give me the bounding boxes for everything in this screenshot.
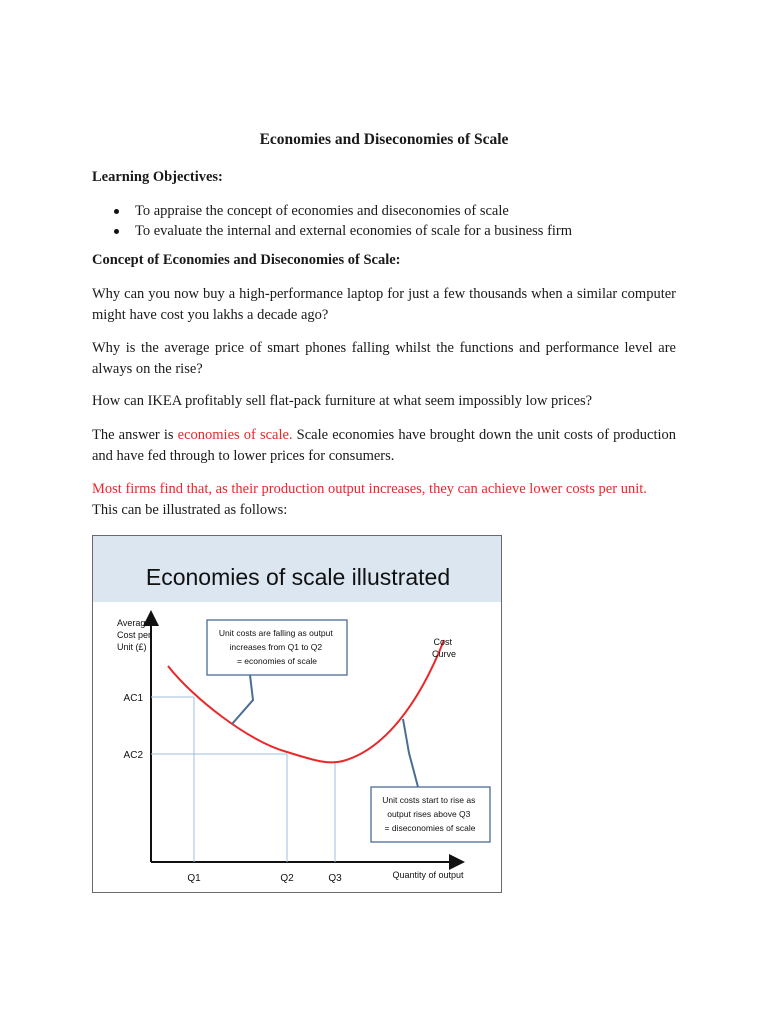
y-axis-label: Average Cost per Unit (£) xyxy=(117,618,152,652)
page-title: Economies and Diseconomies of Scale xyxy=(259,131,509,148)
paragraph-firms xyxy=(92,479,676,521)
list-item: To appraise the concept of economies and diseconomies of scale xyxy=(110,201,572,221)
callout-bottom-text: Unit costs start to rise as output rises above Q3 = diseconomies of scale xyxy=(382,795,476,833)
learning-objectives-heading: Learning Objectives: xyxy=(92,169,223,185)
paragraph-laptop: Why can you now buy a high-performance laptop for just a few thousands when a similar computer might have cost you lakhs a decade ago? xyxy=(92,286,676,323)
callout-top-text: Unit costs are falling as output increases from Q1 to Q2 = economies of scale xyxy=(218,628,333,666)
economies-of-scale-figure xyxy=(92,535,502,893)
firms-highlight: Most firms find that, as their production output increases, they can achieve lower costs per unit. xyxy=(92,481,647,497)
figure-title: Economies of scale illustrated xyxy=(145,564,451,590)
tick-label-q1: Q1 xyxy=(187,873,201,884)
tick-label-ac1: AC1 xyxy=(123,693,143,704)
callout-top-pointer xyxy=(232,675,253,724)
list-item: To evaluate the internal and external economies of scale for a business firm xyxy=(110,221,572,241)
answer-prefix: The answer is xyxy=(92,427,178,443)
paragraph-ikea: How can IKEA profitably sell flat-pack furniture at what seem impossibly low prices? xyxy=(92,393,593,409)
callout-bottom-pointer xyxy=(403,719,418,787)
tick-label-ac2: AC2 xyxy=(123,750,143,761)
tick-label-q2: Q2 xyxy=(280,873,294,884)
illustrated-intro: This can be illustrated as follows: xyxy=(92,502,288,518)
x-axis-label: Quantity of output xyxy=(392,870,464,880)
paragraph-smartphones: Why is the average price of smart phones falling whilst the functions and performance level are always on the rise? xyxy=(92,340,676,377)
concept-heading: Concept of Economies and Diseconomies of Scale: xyxy=(92,252,401,268)
cost-curve-label: Cost Curve xyxy=(431,637,457,659)
objectives-list xyxy=(110,201,572,241)
tick-label-q3: Q3 xyxy=(328,873,342,884)
economies-of-scale-highlight: economies of scale. xyxy=(177,427,293,443)
figure-svg xyxy=(93,536,503,894)
paragraph-answer xyxy=(92,425,676,467)
answer-suffix: Scale economies have brought down the unit costs of production and have fed through to lower prices for consumers. xyxy=(92,427,676,464)
